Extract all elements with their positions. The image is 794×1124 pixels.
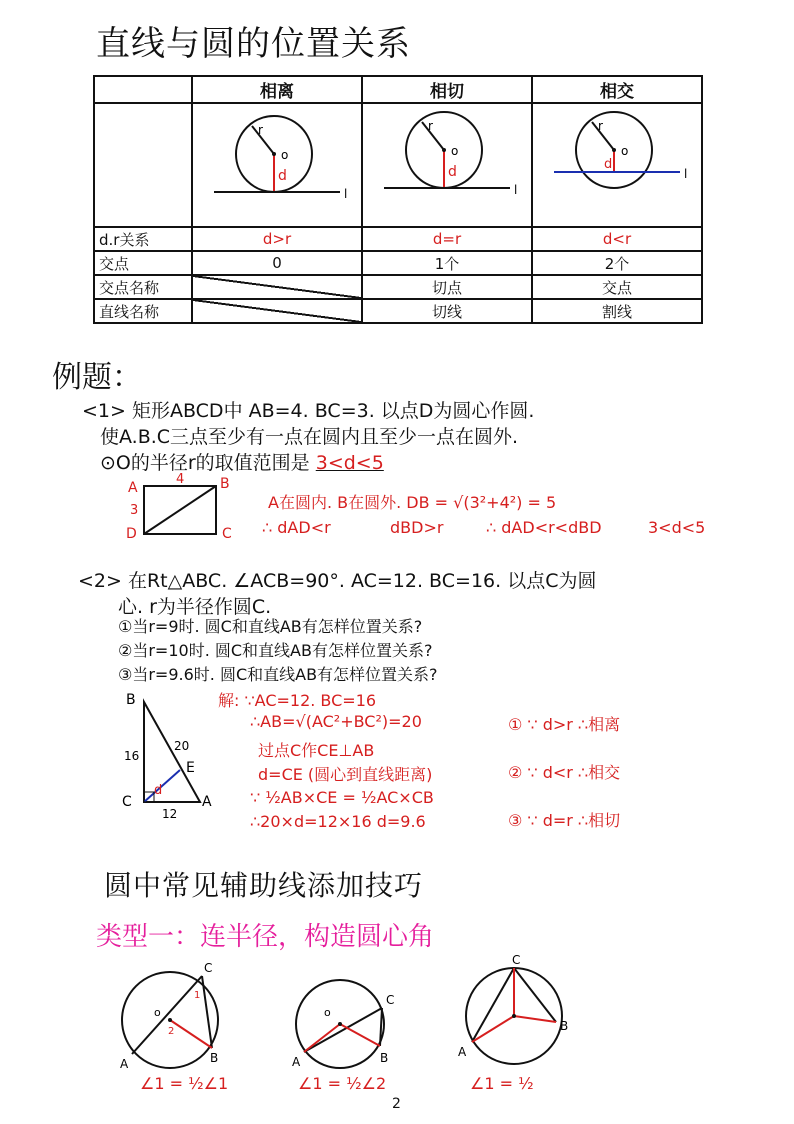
svg-text:B: B xyxy=(220,476,230,492)
ex2-result-3: ③ ∵ d=r ∴相切 xyxy=(508,811,621,830)
svg-text:C: C xyxy=(122,794,132,810)
svg-text:r: r xyxy=(258,123,263,137)
page-number: 2 xyxy=(392,1096,401,1112)
cell-dr-tangent: d=r xyxy=(362,227,532,251)
position-table xyxy=(93,75,703,324)
formula-2: ∠1 = ½∠2 xyxy=(298,1074,387,1093)
cell-dr-intersect: d<r xyxy=(532,227,702,251)
svg-text:2: 2 xyxy=(168,1026,175,1037)
svg-text:o: o xyxy=(324,1006,331,1019)
ex2-line2: 心. r为半径作圆C. xyxy=(118,596,272,618)
svg-text:A: A xyxy=(128,480,138,496)
svg-text:16: 16 xyxy=(124,749,140,763)
ex2-solution-1: ∴AB=√(AC²+BC²)=20 xyxy=(250,712,422,731)
svg-text:A: A xyxy=(120,1057,129,1071)
cell-points-separate: 0 xyxy=(192,251,362,275)
svg-text:d: d xyxy=(278,168,287,184)
table-header-tangent: 相切 xyxy=(362,76,532,103)
row-label-points: 交点 xyxy=(94,251,192,275)
ex1-solution-line2c: ∴ dAD<r<dBD xyxy=(486,518,602,537)
figure-tangent xyxy=(362,103,532,227)
cell-dr-separate: d>r xyxy=(192,227,362,251)
ex1-line3-text: ⊙O的半径r的取值范围是 xyxy=(100,452,310,474)
circle-figure-2 xyxy=(282,968,400,1080)
row-label-point-name: 交点名称 xyxy=(94,275,192,299)
svg-text:l: l xyxy=(514,183,518,197)
cell-point-name-tangent: 切点 xyxy=(362,275,532,299)
svg-text:r: r xyxy=(598,119,603,133)
svg-text:C: C xyxy=(386,993,395,1007)
ex2-question2: ②当r=10时. 圆C和直线AB有怎样位置关系? xyxy=(118,641,433,660)
ex2-question1: ①当r=9时. 圆C和直线AB有怎样位置关系? xyxy=(118,617,423,636)
svg-text:A: A xyxy=(202,794,212,810)
ex2-question3: ③当r=9.6时. 圆C和直线AB有怎样位置关系? xyxy=(118,665,438,684)
ex1-solution-line2b: dBD>r xyxy=(390,518,444,537)
cell-points-tangent: 1个 xyxy=(362,251,532,275)
row-label-line-name: 直线名称 xyxy=(94,299,192,323)
section2-subtitle: 类型一：连半径，构造圆心角 xyxy=(96,922,435,952)
formula-1: ∠1 = ½∠1 xyxy=(140,1074,229,1093)
svg-text:A: A xyxy=(458,1045,467,1059)
cell-line-name-separate xyxy=(192,299,362,323)
ex1-solution-line2d: 3<d<5 xyxy=(648,518,706,537)
svg-text:C: C xyxy=(512,953,521,967)
ex1-line2: 使A.B.C三点至少有一点在圆内且至少一点在圆外. xyxy=(100,426,519,448)
ex2-solution-4: ∵ ½AB×CE = ½AC×CB xyxy=(250,788,434,807)
cell-point-name-separate xyxy=(192,275,362,299)
cell-points-intersect: 2个 xyxy=(532,251,702,275)
table-header-empty xyxy=(94,76,192,103)
svg-text:A: A xyxy=(292,1055,301,1069)
ex2-line1: <2> 在Rt△ABC. ∠ACB=90°. AC=12. BC=16. 以点C为圆 xyxy=(78,570,597,592)
svg-text:C: C xyxy=(222,526,232,542)
ex1-line1: <1> 矩形ABCD中 AB=4. BC=3. 以点D为圆心作圆. xyxy=(82,400,535,422)
figure-row-label xyxy=(94,103,192,227)
ex2-result-2: ② ∵ d<r ∴相交 xyxy=(508,763,621,782)
ex2-solution-3: d=CE (圆心到直线距离) xyxy=(258,765,433,784)
cell-line-name-tangent: 切线 xyxy=(362,299,532,323)
table-header-separate: 相离 xyxy=(192,76,362,103)
ex2-solution-5: ∴20×d=12×16 d=9.6 xyxy=(250,812,426,831)
svg-text:C: C xyxy=(204,961,213,975)
svg-text:3: 3 xyxy=(130,503,139,518)
svg-text:1: 1 xyxy=(194,990,201,1001)
formula-3: ∠1 = ½ xyxy=(470,1074,534,1093)
ex1-line3 xyxy=(100,448,384,475)
section2-title: 圆中常见辅助线添加技巧 xyxy=(104,869,424,902)
ex2-solution-0: 解: ∵AC=12. BC=16 xyxy=(218,691,377,710)
circle-figure-3 xyxy=(452,950,582,1074)
ex2-result-1: ① ∵ d>r ∴相离 xyxy=(508,715,621,734)
svg-text:E: E xyxy=(186,760,195,776)
ex1-solution-line1: A在圆内. B在圆外. DB = √(3²+4²) = 5 xyxy=(268,493,557,512)
examples-heading: 例题： xyxy=(52,360,142,395)
ex2-solution-2: 过点C作CE⊥AB xyxy=(258,741,375,760)
svg-text:D: D xyxy=(126,526,137,542)
svg-text:o: o xyxy=(154,1006,161,1019)
svg-text:B: B xyxy=(560,1019,569,1033)
page-title: 直线与圆的位置关系 xyxy=(96,24,411,64)
ex2-triangle-figure xyxy=(110,690,230,820)
figure-intersect xyxy=(532,103,702,227)
ex1-answer: 3<d<5 xyxy=(315,452,384,474)
svg-text:r: r xyxy=(428,119,433,133)
svg-text:B: B xyxy=(126,692,136,708)
svg-text:l: l xyxy=(344,187,348,201)
ex1-rectangle-figure xyxy=(118,472,248,544)
svg-text:d: d xyxy=(604,157,613,172)
cell-point-name-intersect: 交点 xyxy=(532,275,702,299)
svg-text:B: B xyxy=(380,1051,389,1065)
svg-text:d: d xyxy=(154,783,163,798)
circle-figure-1 xyxy=(110,958,234,1080)
figure-separate xyxy=(192,103,362,227)
svg-text:o: o xyxy=(451,144,459,158)
svg-text:o: o xyxy=(621,144,629,158)
row-label-dr: d.r关系 xyxy=(94,227,192,251)
svg-text:l: l xyxy=(684,167,688,181)
ex1-solution-line2a: ∴ dAD<r xyxy=(262,518,331,537)
table-header-intersect: 相交 xyxy=(532,76,702,103)
svg-text:o: o xyxy=(281,148,289,162)
svg-text:20: 20 xyxy=(174,739,190,753)
cell-line-name-intersect: 割线 xyxy=(532,299,702,323)
svg-text:B: B xyxy=(210,1051,219,1065)
svg-text:4: 4 xyxy=(176,472,185,487)
svg-text:12: 12 xyxy=(162,807,178,820)
svg-text:d: d xyxy=(448,164,457,180)
